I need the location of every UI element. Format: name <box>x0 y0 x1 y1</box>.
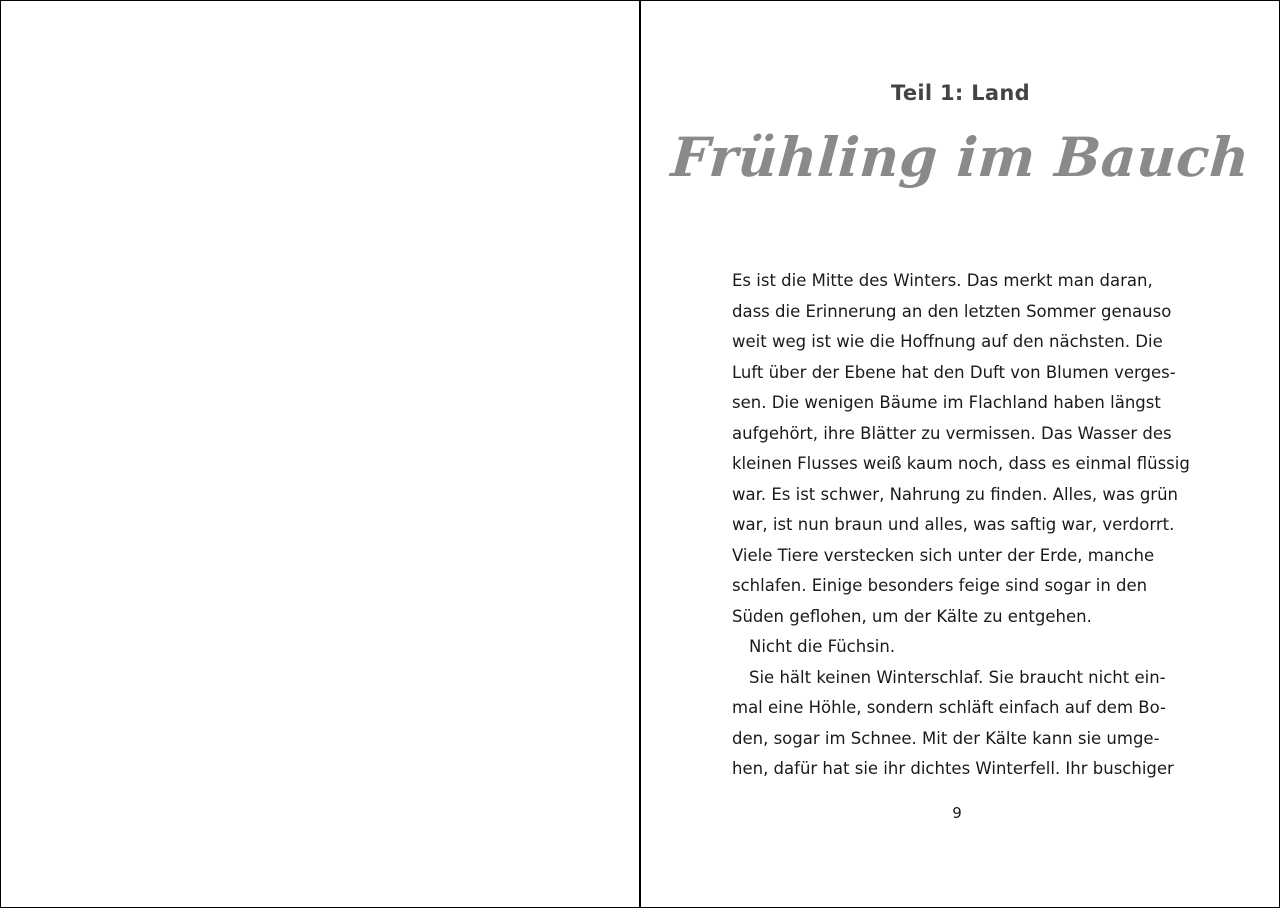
text-line: aufgehört, ihre Blätter zu vermissen. Das Wasser des <box>732 423 1172 443</box>
page-number: 9 <box>952 804 962 822</box>
text-line: kleinen Flusses weiß kaum noch, dass es einmal flüssig <box>732 454 1190 473</box>
text-line: war. Es ist schwer, Nahrung zu finden. Alles, was grün <box>732 484 1178 504</box>
right-page <box>641 0 1280 908</box>
text-line: Es ist die Mitte des Winters. Das merkt man daran, <box>732 271 1153 290</box>
text-line: sen. Die wenigen Bäume im Flachland haben längst <box>732 393 1161 412</box>
text-line: Sie hält keinen Winterschlaf. Sie braucht nicht ein- <box>749 667 1166 687</box>
text-line: Nicht die Füchsin. <box>749 637 896 656</box>
text-line: Süden geflohen, um der Kälte zu entgehen. <box>732 606 1092 626</box>
text-line: weit weg ist wie die Hoffnung auf den nächsten. Die <box>732 332 1163 351</box>
part-heading: Teil 1: Land <box>891 81 1030 105</box>
body-text <box>732 266 1192 785</box>
text-line: schlafen. Einige besonders feige sind sogar in den <box>732 576 1148 595</box>
text-line: war, ist nun braun und alles, was saftig war, verdorrt. <box>732 515 1175 534</box>
text-line: hen, dafür hat sie ihr dichtes Winterfell. Ihr buschiger <box>732 759 1174 778</box>
text-line: mal eine Höhle, sondern schläft einfach auf dem Bo- <box>732 698 1166 717</box>
text-line: Luft über der Ebene hat den Duft von Blumen verges- <box>732 362 1176 382</box>
text-line: den, sogar im Schnee. Mit der Kälte kann sie umge- <box>732 728 1160 748</box>
chapter-title: Frühling im Bauch <box>669 125 1252 189</box>
text-line: dass die Erinnerung an den letzten Sommer genauso <box>732 301 1172 321</box>
text-line: Viele Tiere verstecken sich unter der Erde, manche <box>732 545 1155 565</box>
